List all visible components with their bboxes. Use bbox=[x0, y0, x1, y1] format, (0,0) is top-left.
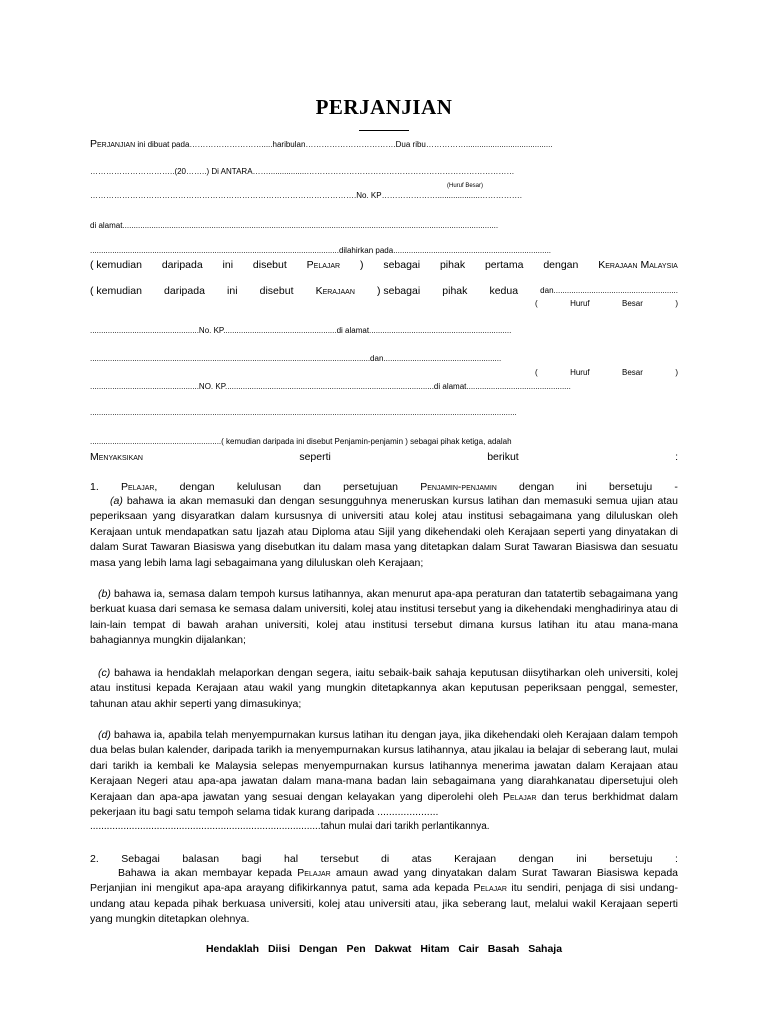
clause-text: bahawa ia akan memasuki dan dengan sesungguhnya meneruskan kursus latihan dan memasuki semua ujian atau peperiksaan yang disyaratkan dalam kursusnya di universiti atau kolej atau institusi sebagaimana yang diluluskan oleh Kerajaan untuk mendapatkan satu Ijazah atau Diploma atau Sijil yang dikehendaki oleh Kerajaan seperti yang dinyatakan di dalam Surat Tawaran Biasiswa yang disebutkan itu dalam masa yang ditetapkan dalam Surat Tawaran Biasiswa dan sesuatu masa yang lebih lama lagi sebagaimana yang diluluskan oleh Kerajaan; bbox=[90, 495, 678, 569]
clause-1-heading bbox=[90, 480, 678, 494]
word: bagi bbox=[241, 853, 262, 865]
word: bersetuju bbox=[609, 481, 653, 493]
word: kelulusan bbox=[236, 481, 282, 493]
word: Sebagai bbox=[121, 853, 160, 865]
word: ) sebagai bbox=[376, 285, 421, 297]
clause-label: (b) bbox=[98, 588, 111, 600]
word: dengan bbox=[543, 259, 579, 271]
word: ( kemudian bbox=[90, 285, 142, 297]
word: pihak bbox=[439, 259, 466, 271]
word: - bbox=[674, 481, 678, 493]
agreement-line-1 bbox=[90, 137, 678, 152]
clause-label: (c) bbox=[98, 667, 111, 679]
word: ( bbox=[535, 299, 538, 308]
word: disebut bbox=[259, 285, 294, 297]
word: dan........................................................ bbox=[540, 286, 678, 295]
pelajar-term: Pelajar bbox=[473, 882, 507, 895]
clause-1a bbox=[90, 494, 678, 571]
word: balasan bbox=[182, 853, 220, 865]
dan-line: ..............................................................................................................................dan..................................................... bbox=[90, 354, 502, 363]
pelajar-term: Pelajar, bbox=[120, 481, 158, 493]
word: Huruf bbox=[570, 368, 590, 377]
clause-1c bbox=[90, 666, 678, 712]
clause-text: bahawa ia hendaklah melaporkan dengan segera, iaitu sebaik-baik sahaja keputusan diisytiharkan oleh universiti, kolej atau institusi kepada Kerajaan atau wakil yang mungkin ditetapkannya akan keputusan peperiksaan penggal, semester, tahunan atau akhir seperti yang dimasukinya; bbox=[90, 667, 678, 710]
pelajar-term: Pelajar bbox=[306, 259, 341, 271]
capital-letters-note-3 bbox=[535, 366, 678, 380]
word: ) bbox=[675, 299, 678, 308]
word: ini bbox=[576, 853, 587, 865]
word: seperti bbox=[299, 451, 331, 463]
word: di bbox=[381, 853, 390, 865]
pelajar-term: Pelajar bbox=[297, 867, 331, 879]
dotted-line: ................................................................................................................................................................................................ bbox=[90, 408, 517, 417]
word: dengan bbox=[518, 853, 554, 865]
clause-text: Bahawa ia akan membayar kepada bbox=[118, 867, 298, 879]
word: daripada bbox=[164, 285, 205, 297]
word: Huruf bbox=[570, 299, 590, 308]
word: ) bbox=[675, 368, 678, 377]
word: ( bbox=[535, 368, 538, 377]
perjanjian-label: Perjanjian bbox=[90, 138, 136, 150]
address-line: di alamat......................................................................................................................................................................... bbox=[90, 221, 499, 230]
clause-1b bbox=[90, 587, 678, 649]
word: berikut bbox=[487, 451, 519, 463]
word: sebagai bbox=[383, 259, 421, 271]
clause-text: bahawa ia, apabila telah menyempurnakan kursus latihan itu dengan jaya, jika dikehendaki oleh Kerajaan dalam tempoh dua belas bulan kalender, daripada tarikh ia menyempurnakan kursus latihannya, atau jikalau ia belajar di seberang laut, mulai dari tarikh ia kembali ke Malaysia selepas menyempurnakan kursus latihannya menerima jawatan dalam Kerajaan atau Kerajaan Negeri atau apa-apa jawatan dalam mana-mana badan lain sebagaimana yang diarahkanatau dipersetujui oleh Kerajaan dan apa-apa jawatan yang sesuai dengan kelayakan yang diperolehi oleh bbox=[90, 729, 678, 803]
capital-letters-note: (Huruf Besar) bbox=[447, 183, 484, 189]
word: dengan bbox=[179, 481, 215, 493]
clause-2-heading bbox=[90, 852, 678, 866]
clause-1d bbox=[90, 728, 678, 820]
word: daripada bbox=[161, 259, 203, 271]
kerajaan-malaysia-term: Kerajaan Malaysia bbox=[598, 259, 678, 271]
word: Besar bbox=[622, 368, 643, 377]
word: tersebut bbox=[320, 853, 359, 865]
footer-instruction: Hendaklah Diisi Dengan Pen Dakwat Hitam Cair Basah Sahaja bbox=[205, 943, 563, 955]
pelajar-term: Pelajar bbox=[503, 790, 537, 803]
clause-1d-last-line: ...................................................................................tahun mulai dari tarikh perlantikannya. bbox=[90, 821, 490, 832]
penjamin-term: Penjamin-penjamin bbox=[420, 481, 497, 493]
word: Besar bbox=[622, 299, 643, 308]
word: ini bbox=[576, 481, 587, 493]
witness-line bbox=[90, 450, 678, 464]
second-party-line bbox=[90, 284, 678, 298]
word: : bbox=[674, 853, 678, 865]
word: ini bbox=[227, 285, 238, 297]
clause-number: 1. bbox=[90, 481, 99, 493]
name-kp-line: ……………………………………………………………………………………….No. KP…………………...................……………. bbox=[90, 191, 523, 200]
word: hal bbox=[284, 853, 299, 865]
kerajaan-term: Kerajaan bbox=[315, 285, 355, 297]
word: dengan bbox=[519, 481, 555, 493]
word: : bbox=[675, 451, 678, 463]
clause-text: amaun awad yang dinyatakan dalam Surat Tawaran Biasiswa kepada Perjanjian ini mengikut apa-apa arayang difikirkannya patut, sama ada kepada bbox=[90, 867, 678, 895]
capital-letters-note-2 bbox=[535, 297, 678, 311]
clause-text: itu sendiri, penjaga di sisi undang-undang atau kepada pihak berkuasa universiti, kolej atau universiti atau, jika seberang laut, melalui wakil Kerajaan seperti yang mungkin ditetapkan olehnya. bbox=[90, 882, 679, 926]
word: atas bbox=[411, 853, 432, 865]
clause-label: (a) bbox=[110, 495, 123, 507]
between-line: …………………………..(20……..) Di ANTARA…….................…………………………………………………………………… bbox=[90, 167, 515, 176]
date-line: ini dibuat pada……………………….....haribulan…………………………….Dua ribu……………....................................... bbox=[135, 140, 553, 149]
word: ( kemudian bbox=[90, 259, 142, 271]
clause-text: bahawa ia, semasa dalam tempoh kursus latihannya, akan menurut apa-apa peraturan dan tatatertib sebagaimana yang berkuat kuasa dari semasa ke semasa dalam universiti, kolej atau institusi tersebut yang ia dikehendaki menghadirinya atau di lain-lain tempat di bawah arahan universiti, kolej atau institusi tersebut dimana kursus latihan itu atau mana-mana bahagiannya mungkin dijalankan; bbox=[90, 588, 678, 647]
word: ini bbox=[222, 259, 234, 271]
word: disebut bbox=[252, 259, 287, 271]
title-underline bbox=[359, 130, 409, 131]
document-title: PERJANJIAN bbox=[315, 95, 453, 119]
third-party-line: ...........................................................( kemudian daripada ini disebut Penjamin-penjamin ) sebagai pihak ketiga, adalah bbox=[90, 437, 512, 446]
word: kedua bbox=[489, 285, 519, 297]
word: bersetuju bbox=[609, 853, 653, 865]
word: persetujuan bbox=[343, 481, 398, 493]
first-party-line bbox=[90, 258, 678, 272]
clause-2-body bbox=[90, 866, 678, 928]
kp-address-line-2: .................................................No. KP...................................................di alamat................................................................ bbox=[90, 326, 512, 335]
clause-text: dan terus berkhidmat dalam pekerjaan itu bagi satu tempoh selama tidak kurang daripada ..................... bbox=[90, 790, 678, 819]
word: pihak bbox=[442, 285, 468, 297]
word: ) bbox=[359, 259, 364, 271]
clause-label: (d) bbox=[98, 729, 111, 741]
word: pertama bbox=[484, 259, 524, 271]
word: dan bbox=[303, 481, 321, 493]
menyaksikan-term: Menyaksikan bbox=[90, 451, 143, 463]
birth-line: ................................................................................................................dilahirkan pada....................................................................... bbox=[90, 246, 552, 255]
clause-number: 2. bbox=[90, 853, 99, 865]
word: Kerajaan bbox=[454, 853, 497, 865]
kp-address-line-3: .................................................NO. KP..............................................................................................di alamat............................................... bbox=[90, 382, 571, 391]
